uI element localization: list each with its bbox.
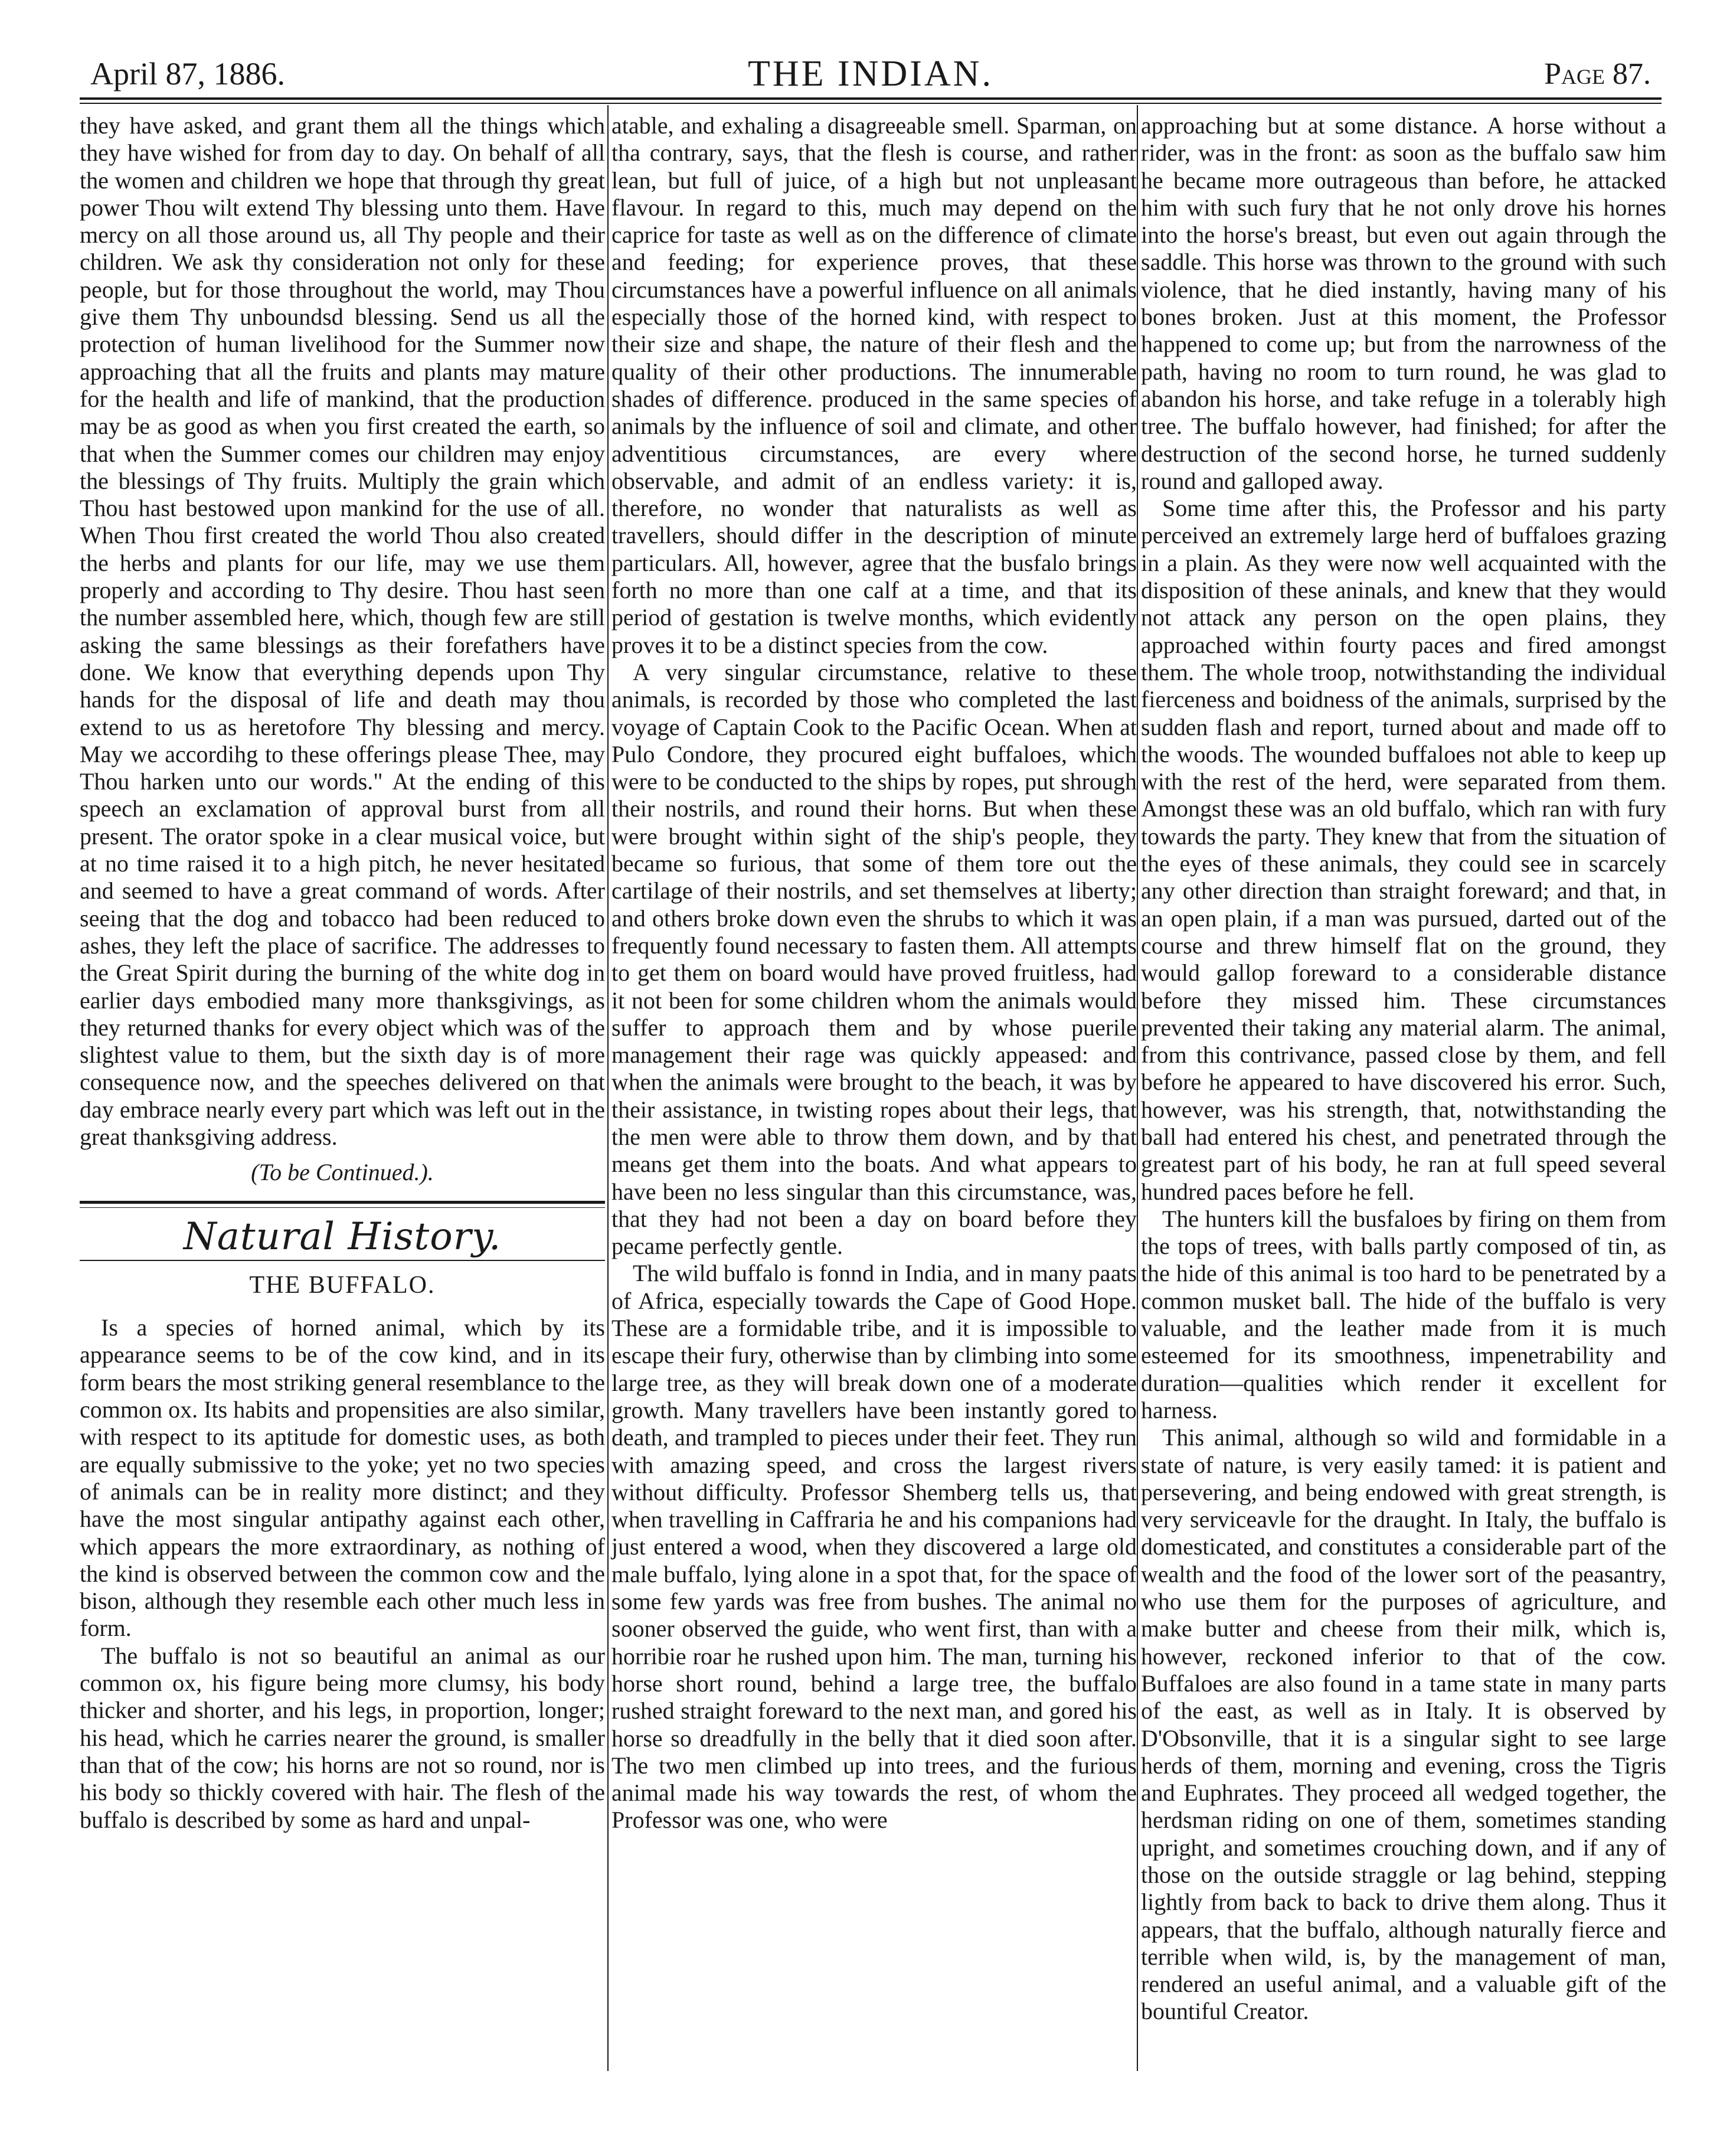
article-rule [80, 1260, 605, 1261]
column-1 [80, 112, 605, 1834]
paragraph: Some time after this, the Professor and his party perceived an extremely large herd of buffaloes grazing in a plain. As they were now well acquainted with the disposition of these aninals, and knew that they would not attack any person on the open plains, they approached within fourty paces and fired amongst them. The whole troop, notwithstanding the individual fierceness and boidness of the animals, surprised by the sudden flash and report, turned about and made off to the woods. The wounded buffaloes not able to keep up with the rest of the herd, were separated from them. Amongst these was an old buffalo, which ran with fury towards the party. They knew that from the situation of the eyes of these animals, they could see in scarcely any other direction than straight foreward; and that, in an open plain, if a man was pursued, darted out of the course and threw himself flat on the ground, they would gallop foreward to a considerable distance before they missed him. These circumstances prevented their taking any material alarm. The animal, from this contrivance, passed close by them, and fell before he appeared to have discovered his error. Such, however, was his strength, that, notwithstanding the ball had entered his chest, and penetrated through the greatest part of his body, he ran at full speed several hundred paces before he fell. [1141, 495, 1666, 1205]
paragraph: atable, and exhaling a disagreeable smell. Sparman, on tha contrary, says, that the flesh is course, and rather lean, but full of juice, of a high but not unpleasant flavour. In regard to this, much may depend on the caprice for taste as well as on the difference of climate and feeding; for experience proves, that these circumstances have a powerful influence on all animals especially those of the horned kind, with respect to their size and shape, the nature of their flesh and the quality of their other productions. The innumerable shades of difference. produced in the same species of animals by the influence of soil and climate, and other adventitious circumstances, are every where observable, and admit of an endless variety: it is, therefore, no wonder that naturalists as well as travellers, should differ in the description of minute particulars. All, however, agree that the busfalo brings forth no more than one calf at a time, and that its period of gestation is twelve months, which evidently proves it to be a distinct species from the cow. [611, 112, 1137, 658]
section-rule [80, 1201, 605, 1204]
column-divider [607, 105, 609, 2071]
page-number: Page 87. [1544, 57, 1651, 91]
section-rule-thin [80, 1207, 605, 1208]
paragraph: approaching but at some distance. A horse without a rider, was in the front: as soon as the buffalo saw him he became more outrageous than before, he attacked him with such fury that he not only drove his hornes into the horse's breast, but even out again through the saddle. This horse was thrown to the ground with such violence, that he died instantly, having many of his bones broken. Just at this moment, the Professor happened to come up; but from the narrowness of the path, having no room to turn round, he was glad to abandon his horse, and take refuge in a tolerably high tree. The buffalo however, had finished; for after the destruction of the second horse, he turned suddenly round and galloped away. [1141, 112, 1666, 494]
column-divider [1137, 105, 1138, 2071]
article-title: THE BUFFALO. [249, 1271, 436, 1299]
paragraph: A very singular circumstance, relative to these animals, is recorded by those who completed the last voyage of Captain Cook to the Pacific Ocean. When at Pulo Condore, they procured eight buffaloes, which were to be conducted to the ships by ropes, put shrough their nostrils, and round their horns. But when these were brought within sight of the ship's people, they became so furious, that some of them tore out the cartilage of their nostrils, and set themselves at liberty; and others broke down even the shrubs to which it was frequently found necessary to fasten them. All attempts to get them on board would have proved fruitless, had it not been for some children whom the animals would suffer to approach them and by whose puerile management their rage was quickly appeased: and when the animals were brought to the beach, it was by their assistance, in twisting ropes about their legs, that the men were able to throw them down, and by that means get them into the boats. And what appears to have been no less singular than this circumstance, was, that they had not been a day on board before they pecame perfectly gentle. [611, 658, 1137, 1260]
issue-date: April 87, 1886. [90, 56, 285, 92]
page-header [80, 53, 1662, 94]
paragraph: The wild buffalo is fonnd in India, and in many paats of Africa, especially towards the Cape of Good Hope. These are a formidable tribe, and it is impossible to escape their fury, otherwise than by climbing into some large tree, as they will break down one of a moderate growth. Many travellers have been instantly gored to death, and trampled to pieces under their feet. They run with amazing speed, and cross the largest rivers without difficulty. Professor Shemberg tells us, that when travelling in Caffraria he and his companions had just entered a wood, when they discovered a large old male buffalo, lying alone in a spot that, for the space of some few yards was free from bushes. The animal no sooner observed the guide, who went first, than with a horribie roar he rushed upon him. The man, turning his horse short round, behind a large tree, the buffalo rushed straight foreward to the next man, and gored his horse so dreadfully in the belly that it died soon after. The two men climbed up into trees, and the furious animal made his way towards the rest, of whom the Professor was one, who were [611, 1260, 1137, 1834]
paragraph: Is a species of horned animal, which by its appearance seems to be of the cow kind, and in its form bears the most striking general resemblance to the common ox. Its habits and propensities are also similar, with respect to its aptitude for domestic uses, as both are equally submissive to the yoke; yet no two species of animals can be in reality more distinct; and they have the most singular antipathy against each other, which appears the more extraordinary, as nothing of the kind is observed between the common cow and the bison, although they resemble each other much less in form. [80, 1314, 605, 1642]
column-2 [611, 112, 1137, 1834]
paragraph: The hunters kill the busfaloes by firing on them from the tops of trees, with balls partly composed of tin, as the hide of this animal is too hard to be penetrated by a common musket ball. The hide of the buffalo is very valuable, and the leather made from it is much esteemed for its smoothness, impenetrability and duration—qualities which render it excellent for harness. [1141, 1205, 1666, 1423]
column-3 [1141, 112, 1666, 2026]
paragraph: The buffalo is not so beautiful an animal as our common ox, his figure being more clumsy, his body thicker and shorter, and his legs, in proportion, longer; his head, which he carries nearer the ground, is smaller than that of the cow; his horns are not so round, nor is his body so thickly covered with hair. The flesh of the buffalo is described by some as hard and unpal- [80, 1642, 605, 1833]
newspaper-title: THE INDIAN. [748, 54, 993, 94]
header-rule [80, 97, 1662, 100]
paragraph: they have asked, and grant them all the things which they have wished for from day to day. On behalf of all the women and children we hope that through thy great power Thou wilt extend Thy blessing unto them. Have mercy on all those around us, all Thy people and their children. We ask thy consideration not only for these people, but for those throughout the world, may Thou give them Thy unboundsd blessing. Send us all the protection of human livelihood for the Summer now approaching that all the fruits and plants may mature for the health and life of mankind, that the production may be as good as when you first created the earth, so that when the Summer comes our children may enjoy the blessings of Thy fruits. Multiply the grain which Thou hast bestowed upon mankind for the use of all. When Thou first created the world Thou also created the herbs and plants for our life, may we use them properly and according to Thy desire. Thou hast seen the number assembled here, which, though few are still asking the same blessings as their forefathers have done. We know that everything depends upon Thy hands for the disposal of life and death may thou extend to us as heretofore Thy blessing and mercy. May we accordihg to these offerings please Thee, may Thou harken unto our words." At the ending of this speech an exclamation of approval burst from all present. The orator spoke in a clear musical voice, but at no time raised it to a high pitch, he never hesitated and seemed to have a great command of words. After seeing that the dog and tobacco had been reduced to ashes, they left the place of sacrifice. The addresses to the Great Spirit during the burning of the white dog in earlier days embodied many more thanksgivings, as they returned thanks for every object which was of the slightest value to them, but the sixth day is of more consequence now, and the speeches delivered on that day embrace nearly every part which was left out in the great thanksgiving address. [80, 112, 605, 1150]
section-title: Natural History. [183, 1215, 502, 1259]
continued-note: (To be Continued.). [251, 1159, 434, 1186]
paragraph: This animal, although so wild and formidable in a state of nature, is very easily tamed: it is patient and persevering, and being endowed with great strength, is very serviceavle for the draught. In Italy, the buffalo is domesticated, and constitutes a considerable part of the wealth and the food of the lower sort of the peasantry, who use them for the purposes of agriculture, and make butter and cheese from their milk, which is, however, reckoned inferior to that of the cow. Buffaloes are also found in a tame state in many parts of the east, as well as in Italy. It is observed by D'Obsonville, that it is a singular sight to see large herds of them, morning and evening, cross the Tigris and Euphrates. They proceed all wedged together, the herdsman riding on one of them, sometimes standing upright, and sometimes crouching down, and if any of those on the outside straggle or lag behind, stepping lightly from back to back to drive them along. Thus it appears, that the buffalo, although naturally fierce and terrible when wild, is, by the management of man, rendered an useful animal, and a valuable gift of the bountiful Creator. [1141, 1424, 1666, 2025]
header-rule-thin [80, 103, 1662, 104]
